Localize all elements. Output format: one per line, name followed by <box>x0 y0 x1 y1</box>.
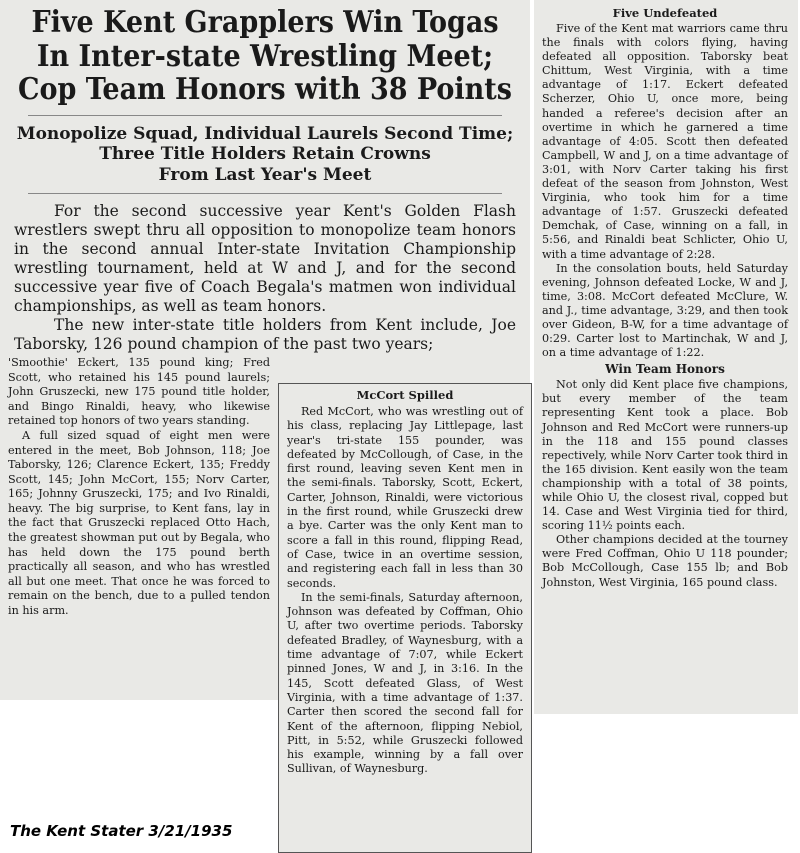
right-column-paragraph-4: Other champions decided at the tourney were Fred Coffman, Ohio U 118 pounder; Bob McCollough, Case 155 lb; and Bob Johnston, West Virginia, 165 pound class. <box>542 533 788 589</box>
right-column-paragraph-3: Not only did Kent place five champions, but every member of the team representing Kent took a place. Bob Johnson and Red McCort were runners-up in the 118 and 155 pound classes repectively, while Norv Carter took third in the 165 division. Kent easily won the team championship with a total of 38 points, while Ohio U, the closest rival, copped but 14. Case and West Virginia tied for third, scoring 11½ points each. <box>542 378 788 533</box>
headline-line-3: Cop Team Honors with 38 Points <box>18 72 512 108</box>
left-column-paragraph-2: A full sized squad of eight men were entered in the meet, Bob Johnson, 118; Joe Taborsky, 126; Clarence Eckert, 135; Freddy Scott, 145; John McCort, 155; Norv Carter, 165; Johnny Gruszecki, 175; and Ivo Rinaldi, heavy. The big surprise, to Kent fans, lay in the fact that Gruszecki replaced Otto Hach, the greatest showman put out by Begala, who has held down the 175 pound berth practically all season, and who has wrestled all but one meet. That once he was forced to remain on the bench, due to a pulled tendon in his arm. <box>8 428 270 618</box>
subheadline-line-1: Monopolize Squad, Individual Laurels Second Time; <box>16 123 514 144</box>
middle-column-paragraph-2: In the semi-finals, Saturday afternoon, Johnson was defeated by Coffman, Ohio U, after two overtime periods. Taborsky defeated Bradley, of Waynesburg, with a time advantage of 7:07, while Eckert pinned Jones, W and J, in 3:16. In the 145, Scott defeated Glass, of West Virginia, with a time advantage of 1:37. Carter then scored the second fall for Kent of the afternoon, flipping Nebiol, Pitt, in 5:52, while Gruszecki followed his example, winning by a fall over Sullivan, of Waynesburg. <box>287 590 523 776</box>
right-column-paragraph-2: In the consolation bouts, held Saturday evening, Johnson defeated Locke, W and J, time, 3:08. McCort defeated McClure, W. and J., time advantage, 3:29, and then took over Gideon, B-W, for a time advantage of 0:29. Carter lost to Martinchak, W and J, on a time advantage of 1:22. <box>542 261 788 360</box>
headline-divider <box>28 115 502 116</box>
middle-column-paragraph-1: Red McCort, who was wrestling out of his class, replacing Jay Littlepage, last year's tri-state 155 pounder, was defeated by McCollough, of Case, in the first round, leaving seven Kent men in the semi-finals. Taborsky, Scott, Eckert, Carter, Johnson, Rinaldi, were victorious in the first round, while Gruszecki drew a bye. Carter was the only Kent man to score a fall in this round, flipping Read, of Case, twice in an overtime session, and registering each fall in less than 30 seconds. <box>287 405 523 590</box>
middle-column-clipping <box>278 383 532 853</box>
left-column <box>8 354 270 619</box>
lead-paragraph-1: For the second successive year Kent's Golden Flash wrestlers swept thru all opposition to monopolize team honors in the second annual Inter-state Invitation Championship wrestling tournament, held at W and J, and for the second successive year five of Coach Begala's matmen won individual championships, as well as team honors. <box>14 201 516 315</box>
subheadline-line-2: Three Title Holders Retain Crowns <box>99 144 431 165</box>
source-caption: The Kent Stater 3/21/1935 <box>10 822 233 840</box>
win-team-honors-heading: Win Team Honors <box>605 362 725 377</box>
mccort-spilled-heading: McCort Spilled <box>356 388 454 402</box>
headline-line-1: Five Kent Grapplers Win Togas <box>31 5 499 40</box>
left-column-paragraph-1: 'Smoothie' Eckert, 135 pound king; Fred Scott, who retained his 145 pound laurels; John Gruszecki, new 175 pound title holder, and Bingo Rinaldi, heavy, who likewise retained top honors of two years standing. <box>8 355 270 428</box>
lead-paragraph-2: The new inter-state title holders from Kent include, Joe Taborsky, 126 pound champion of the past two years; <box>14 315 516 353</box>
five-undefeated-heading: Five Undefeated <box>612 6 718 20</box>
right-column-clipping <box>534 0 798 714</box>
right-column-paragraph-1: Five of the Kent mat warriors came thru the finals with colors flying, having defeated all opposition. Taborsky beat Chittum, West Virginia, with a time advantage of 1:17. Eckert defeated Scherzer, Ohio U, once more, being handed a referee's decision after an overtime in which he garnered a time advantage of 4:05. Scott then defeated Campbell, W and J, on a time advantage of 3:01, with Norv Carter taking his first defeat of the season from Johnston, West Virginia, who took him for a time advantage of 1:57. Gruszecki defeated Demchak, of Case, winning on a fall, in 5:56, and Rinaldi beat Schlicter, Ohio U, with a time advantage of 2:28. <box>542 22 788 261</box>
subheadline-divider <box>28 193 502 194</box>
subheadline-line-3: From Last Year's Meet <box>158 164 372 185</box>
headline-line-2: In Inter-state Wrestling Meet; <box>36 38 494 74</box>
